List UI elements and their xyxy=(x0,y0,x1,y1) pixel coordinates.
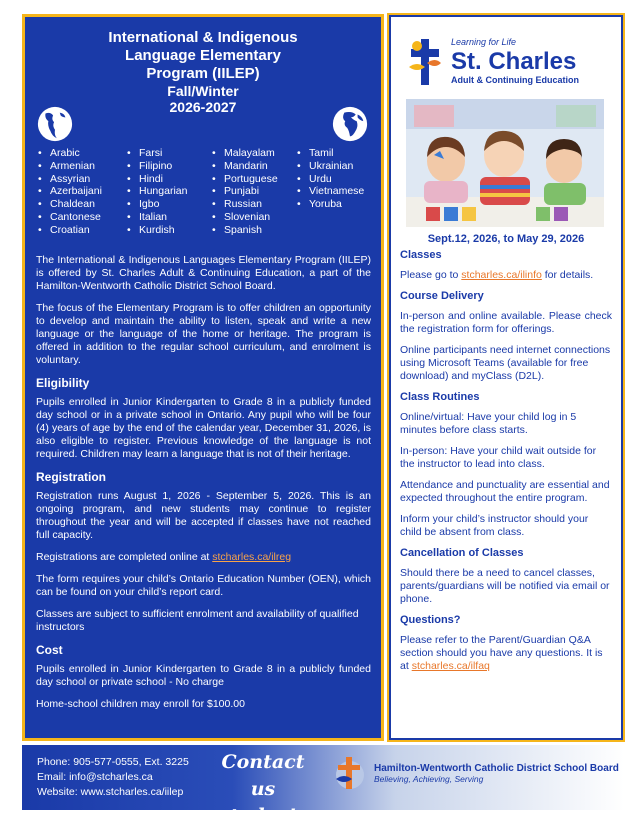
language-column-2 xyxy=(125,147,187,237)
program-info xyxy=(400,249,612,681)
language-item: • Punjabi xyxy=(210,185,278,198)
language-item: • Slovenian xyxy=(210,211,278,224)
routines-paragraph-3: Attendance and punctuality are essential and expected throughout the entire program. xyxy=(400,479,610,504)
language-item: • Azerbaijani xyxy=(36,185,102,198)
globe-americas-icon xyxy=(36,105,74,143)
right-panel xyxy=(388,14,624,741)
children-painting-photo xyxy=(406,99,604,227)
language-item: • Italian xyxy=(125,211,187,224)
globe-europe-africa-icon xyxy=(331,105,369,143)
board-name: Hamilton-Wentworth Catholic District School Board xyxy=(374,763,619,774)
eligibility-text: Pupils enrolled in Junior Kindergarten to Grade 8 in a publicly funded day school or in a private school in Ontario. Any pupil who will be four (4) years of age by the end of the calendar year, December 31, 2026, is also eligible to register. Previous knowledge of the language is not required. Children may learn a language that is not of their heritage. xyxy=(36,396,371,460)
language-item: • Farsi xyxy=(125,147,187,160)
delivery-paragraph-2: Online participants need internet connections using Microsoft Teams (available for free download) and myClass (D2L). xyxy=(400,344,611,382)
registration-paragraph-2 xyxy=(36,551,371,564)
language-item: • Croatian xyxy=(36,224,102,237)
registration-paragraph-1: Registration runs August 1, 2026 - September 5, 2026. This is an ongoing program, and new students may continue to register throughout the year and will be accepted if classes have not reached full capacity. xyxy=(36,490,371,541)
cta-line-2: today! xyxy=(229,805,297,827)
registration-text: Registrations are completed online at xyxy=(36,551,213,563)
title-line-5: 2026-2027 xyxy=(169,99,237,115)
title-line-2: Language Elementary xyxy=(125,47,281,64)
contact-details xyxy=(37,755,189,800)
language-item: • Filipino xyxy=(125,160,187,173)
program-title xyxy=(25,29,381,115)
registration-paragraph-4: Classes are subject to sufficient enrolment and availability of qualified instructors xyxy=(36,608,359,633)
routines-heading: Class Routines xyxy=(400,391,480,403)
language-item: • Urdu xyxy=(295,173,364,186)
faq-link[interactable]: stcharles.ca/ilfaq xyxy=(411,660,490,672)
cta-line-1: Contact us xyxy=(221,751,305,800)
eligibility-heading: Eligibility xyxy=(36,376,90,390)
left-panel xyxy=(22,14,384,741)
language-column-3 xyxy=(210,147,278,237)
language-item: • Ukrainian xyxy=(295,160,364,173)
questions-text xyxy=(400,634,612,673)
registration-heading: Registration xyxy=(36,470,107,484)
language-item: • Hungarian xyxy=(125,185,187,198)
classes-text xyxy=(400,269,612,282)
title-line-4: Fall/Winter xyxy=(167,83,239,99)
cost-paragraph-2: Home-school children may enroll for $100.00 xyxy=(36,698,245,710)
language-item: • Mandarin xyxy=(210,160,278,173)
registration-link[interactable]: stcharles.ca/ilreg xyxy=(212,551,292,563)
questions-heading: Questions? xyxy=(400,614,461,626)
cost-paragraph-1: Pupils enrolled in Junior Kindergarten to Grade 8 in a publicly funded day school or private school - No charge xyxy=(36,663,371,688)
registration-paragraph-3: The form requires your child’s Ontario Education Number (OEN), which can be found on your child’s report card. xyxy=(36,573,371,598)
language-item: • Assyrian xyxy=(36,173,102,186)
contact-footer xyxy=(22,745,624,827)
language-item: • Armenian xyxy=(36,160,102,173)
website-text[interactable]: Website: www.stcharles.ca/iilep xyxy=(37,786,184,798)
school-board-logo-icon xyxy=(332,753,368,793)
cancellation-text: Should there be a need to cancel classes, parents/guardians will be notified via email or phone. xyxy=(400,567,610,605)
language-item: • Tamil xyxy=(295,147,364,160)
title-line-1: International & Indigenous xyxy=(108,29,298,46)
language-item: • Cantonese xyxy=(36,211,102,224)
language-item: • Igbo xyxy=(125,198,187,211)
st-charles-emblem-icon xyxy=(407,37,443,87)
routines-paragraph-1: Online/virtual: Have your child log in 5 minutes before class starts. xyxy=(400,411,577,436)
language-item: • Kurdish xyxy=(125,224,187,237)
routines-paragraph-4: Inform your child’s instructor should your child be absent from class. xyxy=(400,513,589,538)
language-item: • Malayalam xyxy=(210,147,278,160)
language-item: • Chaldean xyxy=(36,198,102,211)
classes-suffix: for details. xyxy=(541,269,594,281)
language-item: • Vietnamese xyxy=(295,185,364,198)
contact-us-callout xyxy=(207,749,319,828)
routines-paragraph-2: In-person: Have your child wait outside for the instructor to lead into class. xyxy=(400,445,597,470)
language-item: • Hindi xyxy=(125,173,187,186)
cancellation-heading: Cancellation of Classes xyxy=(400,547,524,559)
cost-heading: Cost xyxy=(36,643,63,657)
program-dates: Sept.12, 2026, to May 29, 2026 xyxy=(427,233,585,245)
board-motto: Believing, Achieving, Serving xyxy=(374,774,484,784)
program-details xyxy=(36,254,371,720)
language-item: • Portuguese xyxy=(210,173,278,186)
delivery-heading: Course Delivery xyxy=(400,290,484,302)
logo-tagline: Learning for Life xyxy=(451,37,517,47)
title-line-3: Program (IILEP) xyxy=(146,65,260,82)
email-text[interactable]: Email: info@stcharles.ca xyxy=(37,771,153,783)
logo-name: St. Charles xyxy=(451,48,577,75)
language-item: • Yoruba xyxy=(295,198,364,211)
classes-heading: Classes xyxy=(400,249,442,261)
intro-paragraph-2: The focus of the Elementary Program is to offer children an opportunity to develop and maintain the ability to listen, speak and write a new language or the language of the home or heritage. The program is offered in addition to the regular school curriculum, and enrolment is voluntary. xyxy=(36,302,371,366)
delivery-paragraph-1: In-person and online available. Please check the registration form for offerings. xyxy=(400,310,612,335)
language-column-1 xyxy=(36,147,102,237)
st-charles-logo xyxy=(405,35,615,91)
classes-prefix: Please go to xyxy=(400,269,462,281)
language-item: • Arabic xyxy=(36,147,102,160)
language-item: • Spanish xyxy=(210,224,278,237)
school-board-name xyxy=(374,763,619,784)
questions-prefix: Please refer to the Parent/Guardian Q&A section should you have any questions. It is at xyxy=(400,634,603,672)
language-column-4 xyxy=(295,147,364,211)
language-item: • Russian xyxy=(210,198,278,211)
phone-text: Phone: 905-577-0555, Ext. 3225 xyxy=(37,756,189,768)
intro-paragraph-1: The International & Indigenous Languages Elementary Program (IILEP) is offered by St. Charles Adult & Continuing Education, a part of the Hamilton-Wentworth Catholic District School Board. xyxy=(36,254,371,292)
classes-info-link[interactable]: stcharles.ca/ilinfo xyxy=(461,269,542,281)
logo-subtitle: Adult & Continuing Education xyxy=(451,75,579,85)
